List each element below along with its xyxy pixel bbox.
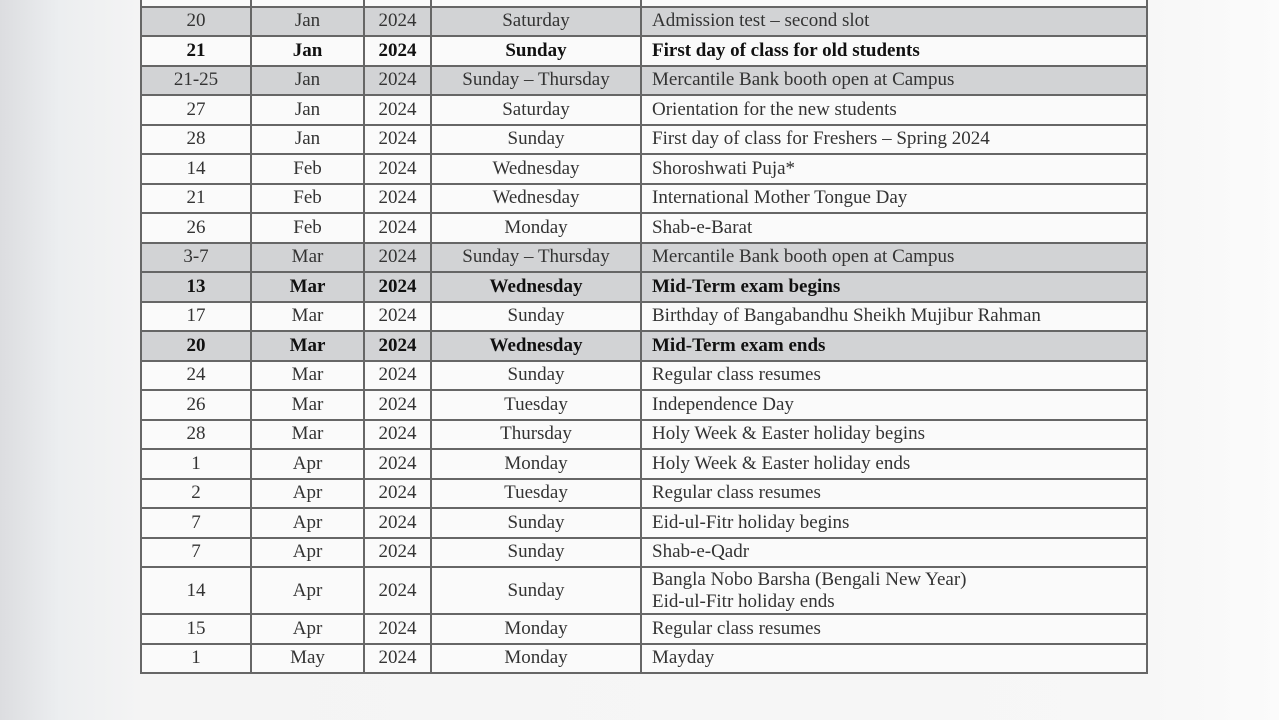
day-cell: 24 [141, 361, 251, 391]
calendar-row [141, 302, 1147, 332]
calendar-row [141, 567, 1147, 614]
weekday-cell: Monday [431, 449, 641, 479]
month-cell: Apr [251, 449, 364, 479]
year-cell: 2024 [364, 125, 431, 155]
event-cell [641, 449, 1147, 479]
day-cell: 7 [141, 538, 251, 568]
calendar-row [141, 449, 1147, 479]
event-cell [641, 361, 1147, 391]
weekday-cell: Tuesday [431, 390, 641, 420]
day-cell: 17 [141, 302, 251, 332]
weekday-cell: Wednesday [431, 272, 641, 302]
month-cell: Apr [251, 567, 364, 614]
year-cell: 2024 [364, 644, 431, 674]
year-cell: 2024 [364, 479, 431, 509]
academic-calendar-table [140, 0, 1148, 674]
day-cell: 7 [141, 508, 251, 538]
weekday-cell: Sunday [431, 36, 641, 66]
day-cell: 1 [141, 449, 251, 479]
event-text: Holy Week & Easter holiday ends [652, 452, 911, 474]
event-cell [641, 66, 1147, 96]
event-text-second-line: Eid-ul-Fitr holiday ends [652, 590, 835, 612]
event-cell [641, 184, 1147, 214]
day-cell: 21 [141, 184, 251, 214]
year-cell: 2024 [364, 361, 431, 391]
calendar-row [141, 272, 1147, 302]
weekday-cell: Sunday [431, 361, 641, 391]
event-text: Mid-Term exam ends [652, 334, 826, 356]
event-cell [641, 272, 1147, 302]
month-cell: Feb [251, 154, 364, 184]
calendar-row [141, 7, 1147, 37]
weekday-cell: Wednesday [431, 331, 641, 361]
event-text: Orientation for the new students [652, 98, 897, 120]
event-cell [641, 538, 1147, 568]
month-cell: Mar [251, 331, 364, 361]
event-cell [641, 243, 1147, 273]
month-cell: Jan [251, 66, 364, 96]
weekday-cell: Tuesday [431, 479, 641, 509]
event-text: Mayday [652, 647, 715, 669]
event-text: Admission test – second slot [652, 10, 870, 32]
weekday-cell: Monday [431, 644, 641, 674]
month-cell: Mar [251, 420, 364, 450]
month-cell: Jan [251, 95, 364, 125]
event-cell [641, 7, 1147, 37]
month-cell: Apr [251, 538, 364, 568]
event-text: Shab-e-Qadr [652, 541, 750, 563]
year-cell: 2024 [364, 390, 431, 420]
calendar-row [141, 614, 1147, 644]
event-cell [641, 508, 1147, 538]
event-text: Regular class resumes [652, 482, 821, 504]
weekday-cell: Monday [431, 213, 641, 243]
year-cell: 2024 [364, 154, 431, 184]
calendar-row [141, 479, 1147, 509]
day-cell: 26 [141, 213, 251, 243]
year-cell: 2024 [364, 95, 431, 125]
calendar-row [141, 95, 1147, 125]
day-cell: 1 [141, 644, 251, 674]
month-cell: Apr [251, 508, 364, 538]
day-cell: 26 [141, 390, 251, 420]
event-text: First day of class for Freshers – Spring 2024 [652, 128, 990, 150]
event-cell [641, 420, 1147, 450]
weekday-cell: Sunday [431, 508, 641, 538]
year-cell: 2024 [364, 272, 431, 302]
weekday-cell: Sunday [431, 567, 641, 614]
event-cell [641, 302, 1147, 332]
event-cell [641, 154, 1147, 184]
month-cell: Mar [251, 390, 364, 420]
event-text: Bangla Nobo Barsha (Bengali New Year) [652, 568, 967, 590]
event-cell [641, 644, 1147, 674]
calendar-row [141, 508, 1147, 538]
year-cell: 2024 [364, 184, 431, 214]
day-cell: 21 [141, 36, 251, 66]
weekday-cell: Wednesday [431, 154, 641, 184]
day-cell: 28 [141, 420, 251, 450]
event-cell [641, 125, 1147, 155]
month-cell: May [251, 644, 364, 674]
weekday-cell: Thursday [431, 420, 641, 450]
event-cell [641, 331, 1147, 361]
calendar-row [141, 644, 1147, 674]
event-cell [641, 567, 1147, 614]
day-cell: 27 [141, 95, 251, 125]
calendar-row [141, 538, 1147, 568]
year-cell: 2024 [364, 36, 431, 66]
month-cell: Mar [251, 272, 364, 302]
calendar-row [141, 154, 1147, 184]
day-cell: 14 [141, 567, 251, 614]
weekday-cell: Sunday [431, 125, 641, 155]
month-cell: Mar [251, 243, 364, 273]
month-cell: Apr [251, 614, 364, 644]
event-text: Mercantile Bank booth open at Campus [652, 246, 955, 268]
day-cell: 21-25 [141, 66, 251, 96]
day-cell: 20 [141, 7, 251, 37]
month-cell: Jan [251, 7, 364, 37]
weekday-cell: Sunday [431, 302, 641, 332]
year-cell: 2024 [364, 508, 431, 538]
event-text: Shab-e-Barat [652, 216, 753, 238]
year-cell: 2024 [364, 66, 431, 96]
event-text: First day of class for old students [652, 39, 920, 61]
event-cell [641, 95, 1147, 125]
year-cell: 2024 [364, 243, 431, 273]
year-cell: 2024 [364, 331, 431, 361]
calendar-row [141, 420, 1147, 450]
event-text: Mercantile Bank booth open at Campus [652, 69, 955, 91]
calendar-row [141, 390, 1147, 420]
calendar-row [141, 331, 1147, 361]
calendar-row [141, 184, 1147, 214]
event-text: Regular class resumes [652, 364, 821, 386]
year-cell: 2024 [364, 449, 431, 479]
calendar-row [141, 361, 1147, 391]
calendar-row [141, 125, 1147, 155]
month-cell: Jan [251, 36, 364, 66]
weekday-cell: Sunday [431, 538, 641, 568]
calendar-row [141, 213, 1147, 243]
weekday-cell: Sunday – Thursday [431, 66, 641, 96]
weekday-cell: Wednesday [431, 184, 641, 214]
calendar-row [141, 243, 1147, 273]
event-text: Eid-ul-Fitr holiday begins [652, 511, 850, 533]
year-cell: 2024 [364, 213, 431, 243]
event-text: International Mother Tongue Day [652, 187, 908, 209]
year-cell: 2024 [364, 567, 431, 614]
event-text: Independence Day [652, 393, 794, 415]
day-cell: 2 [141, 479, 251, 509]
day-cell: 28 [141, 125, 251, 155]
day-cell: 15 [141, 614, 251, 644]
month-cell: Feb [251, 213, 364, 243]
year-cell: 2024 [364, 614, 431, 644]
month-cell: Feb [251, 184, 364, 214]
event-cell [641, 36, 1147, 66]
event-text: Shoroshwati Puja* [652, 157, 796, 179]
day-cell: 20 [141, 331, 251, 361]
month-cell: Mar [251, 361, 364, 391]
month-cell: Jan [251, 125, 364, 155]
event-text: Mid-Term exam begins [652, 275, 841, 297]
calendar-row [141, 36, 1147, 66]
weekday-cell: Sunday – Thursday [431, 243, 641, 273]
year-cell: 2024 [364, 7, 431, 37]
month-cell: Apr [251, 479, 364, 509]
day-cell: 3-7 [141, 243, 251, 273]
event-cell [641, 390, 1147, 420]
year-cell: 2024 [364, 420, 431, 450]
weekday-cell: Saturday [431, 95, 641, 125]
event-cell [641, 614, 1147, 644]
weekday-cell: Monday [431, 614, 641, 644]
event-text: Holy Week & Easter holiday begins [652, 423, 926, 445]
month-cell: Mar [251, 302, 364, 332]
calendar-row [141, 66, 1147, 96]
year-cell: 2024 [364, 302, 431, 332]
event-cell [641, 479, 1147, 509]
event-text: Regular class resumes [652, 617, 821, 639]
weekday-cell: Saturday [431, 7, 641, 37]
day-cell: 13 [141, 272, 251, 302]
year-cell: 2024 [364, 538, 431, 568]
day-cell: 14 [141, 154, 251, 184]
event-text: Birthday of Bangabandhu Sheikh Mujibur Rahman [652, 305, 1041, 327]
event-cell [641, 213, 1147, 243]
